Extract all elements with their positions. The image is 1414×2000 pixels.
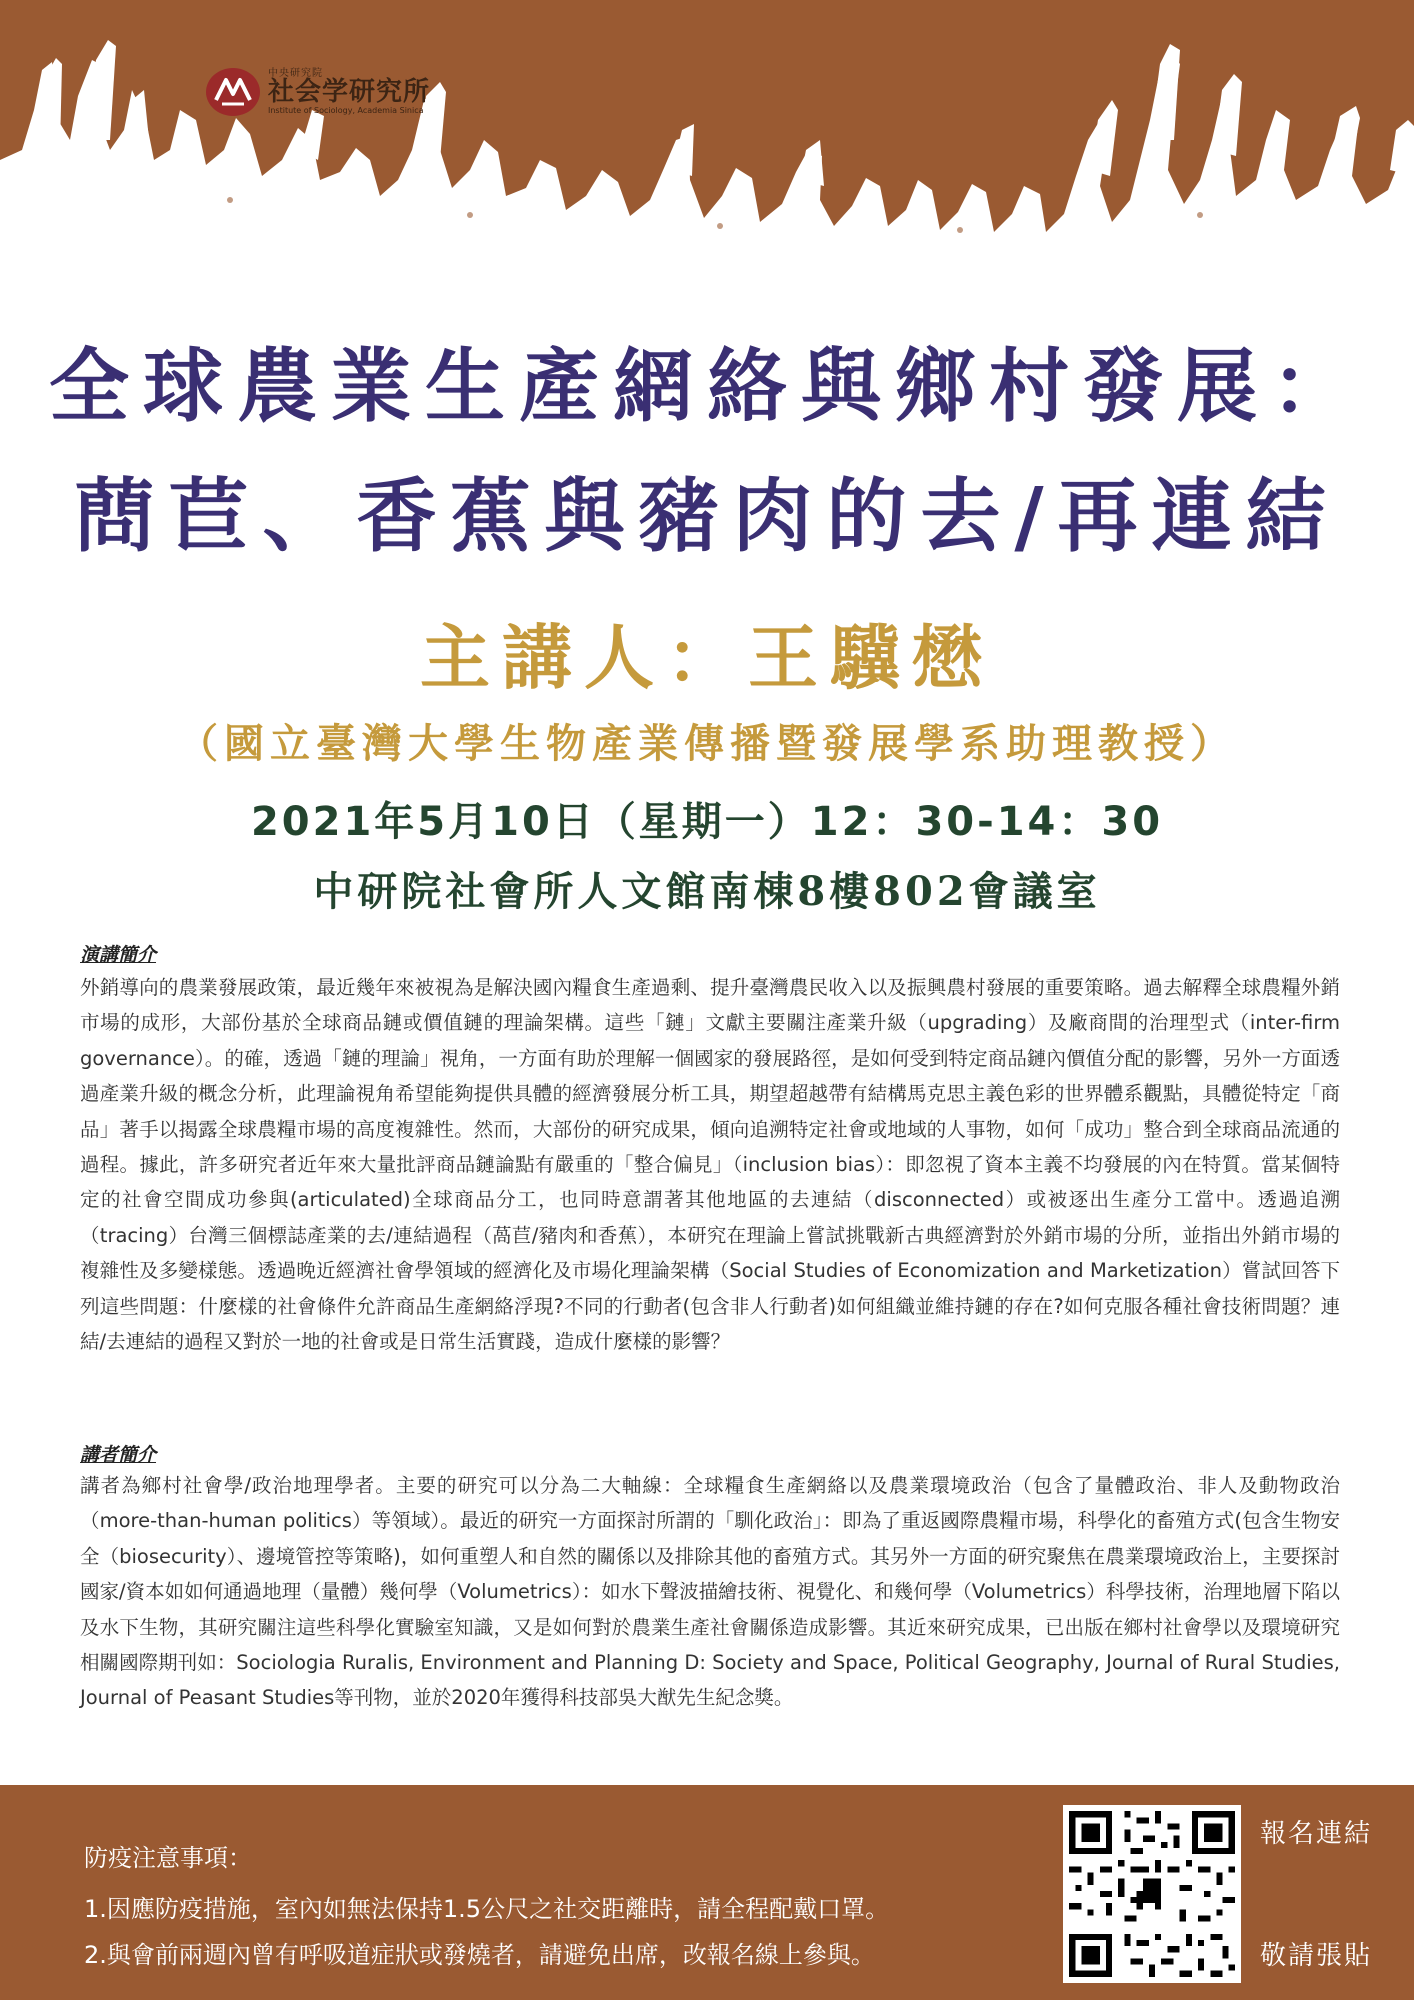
lecture-intro-body: 外銷導向的農業發展政策，最近幾年來被視為是解決國內糧食生產過剩、提升臺灣農民收入以及振興農村發展的重要策略。過去解釋全球農糧外銷市場的成形，大部份基於全球商品鏈或價值鏈的理論架構。這些「鏈」文獻主要關注產業升級（upgrading）及廠商間的治理型式（inter-firm governance）。的確，透過「鏈的理論」視角，一方面有助於理解一個國家的發展路徑，是如何受到特定商品鏈內價值分配的影響，另外一方面透過產業升級的概念分析，此理論視角希望能夠提供具體的經濟發展分析工具，期望超越帶有結構馬克思主義色彩的世界體系觀點，具體從特定「商品」著手以揭露全球農糧市場的高度複雜性。然而，大部份的研究成果，傾向追溯特定社會或地域的人事物，如何「成功」整合到全球商品流通的過程。據此，許多研究者近年來大量批評商品鏈論點有嚴重的「整合偏見」（inclusion bias）：即忽視了資本主義不均發展的內在特質。當某個特定的社會空間成功參與(articulated)全球商品分工，也同時意謂著其他地區的去連結（disconnected）或被逐出生產分工當中。透過追溯（tracing）台灣三個標誌產業的去/連結過程（萵苣/豬肉和香蕉），本研究在理論上嘗試挑戰新古典經濟對於外銷市場的分所，並指出外銷市場的複雜性及多變樣態。透過晚近經濟社會學領域的經濟化及市場化理論架構（Social Studies of Economization and Marketization）嘗試回答下列這些問題：什麼樣的社會條件允許商品生產網絡浮現?不同的行動者(包含非人行動者)如何組織並維持鏈的存在?如何克服各種社會技術問題？連結/去連結的過程又對於一地的社會或是日常生活實踐，造成什麼樣的影響？ <box>80 976 1340 1354</box>
please-post-label: 敬請張貼 <box>1260 1941 1373 1971</box>
registration-link-label[interactable]: 報名連結 <box>1260 1819 1373 1849</box>
speaker-affiliation: （國立臺灣大學生物產業傳播暨發展學系助理教授） <box>178 720 1236 767</box>
speaker-bio-body: 講者為鄉村社會學/政治地理學者。主要的研究可以分為二大軸線：全球糧食生產網絡以及農業環境政治（包含了量體政治、非人及動物政治（more-than-human politics）等領域）。最近的研究一方面探討所謂的「馴化政治」：即為了重返國際農糧市場，科學化的畜殖方式(包含生物安全（biosecurity）、邊境管控等策略)，如何重塑人和自然的關係以及排除其他的畜殖方式。其另外一方面的研究聚焦在農業環境政治上，主要探討國家/資本如如何通過地理（量體）幾何學（Volumetrics）：如水下聲波描繪技術、視覺化、和幾何學（Volumetrics）科學技術，治理地層下陷以及水下生物，其研究關注這些科學化實驗室知識，又是如何對於農業生產社會關係造成影響。其近來研究成果，已出版在鄉村社會學以及環境研究相關國際期刊如：Sociologia Ruralis, Environment and Planning D: Society and Space, Political Geography, Journal of Rural Studies, Journal of Peasant Studies等刊物，並於2020年獲得科技部吳大猷先生紀念獎。 <box>80 1474 1340 1710</box>
qr-code-icon <box>1063 1805 1241 1983</box>
header-crowd-banner <box>0 0 1414 245</box>
institute-emblem-icon <box>204 66 262 118</box>
institute-logo <box>204 64 444 120</box>
event-venue: 中研院社會所人文館南棟8樓802會議室 <box>313 868 1101 915</box>
registration-qr-code[interactable] <box>1063 1805 1241 1983</box>
speaker-bio-heading: 講者簡介 <box>80 1444 157 1466</box>
footer-band <box>0 1785 1414 2000</box>
epidemic-notice-title: 防疫注意事項： <box>84 1844 252 1872</box>
speaker-name: 主講人：王驥懋 <box>420 616 994 699</box>
epidemic-notice-item-1: 1.因應防疫措施，室內如無法保持1.5公尺之社交距離時，請全程配戴口罩。 <box>84 1895 890 1923</box>
epidemic-notice-item-2: 2.與會前兩週內曾有呼吸道症狀或發燒者，請避免出席，改報名線上參與。 <box>84 1941 875 1969</box>
lecture-intro-heading: 演講簡介 <box>80 944 157 966</box>
logo-institute-name: 社会学研究所 <box>268 77 431 108</box>
logo-academia-name: 中央研究院 <box>268 67 323 79</box>
page-title-line-1: 全球農業生產網絡與鄉村發展： <box>49 339 1365 433</box>
event-datetime: 2021年5月10日（星期一）12：30-14：30 <box>250 799 1164 845</box>
logo-english-name: Institute of Sociology, Academia Sinica <box>268 105 424 115</box>
page-title-line-2: 蔄苣、香蕉與豬肉的去/再連結 <box>74 469 1340 563</box>
